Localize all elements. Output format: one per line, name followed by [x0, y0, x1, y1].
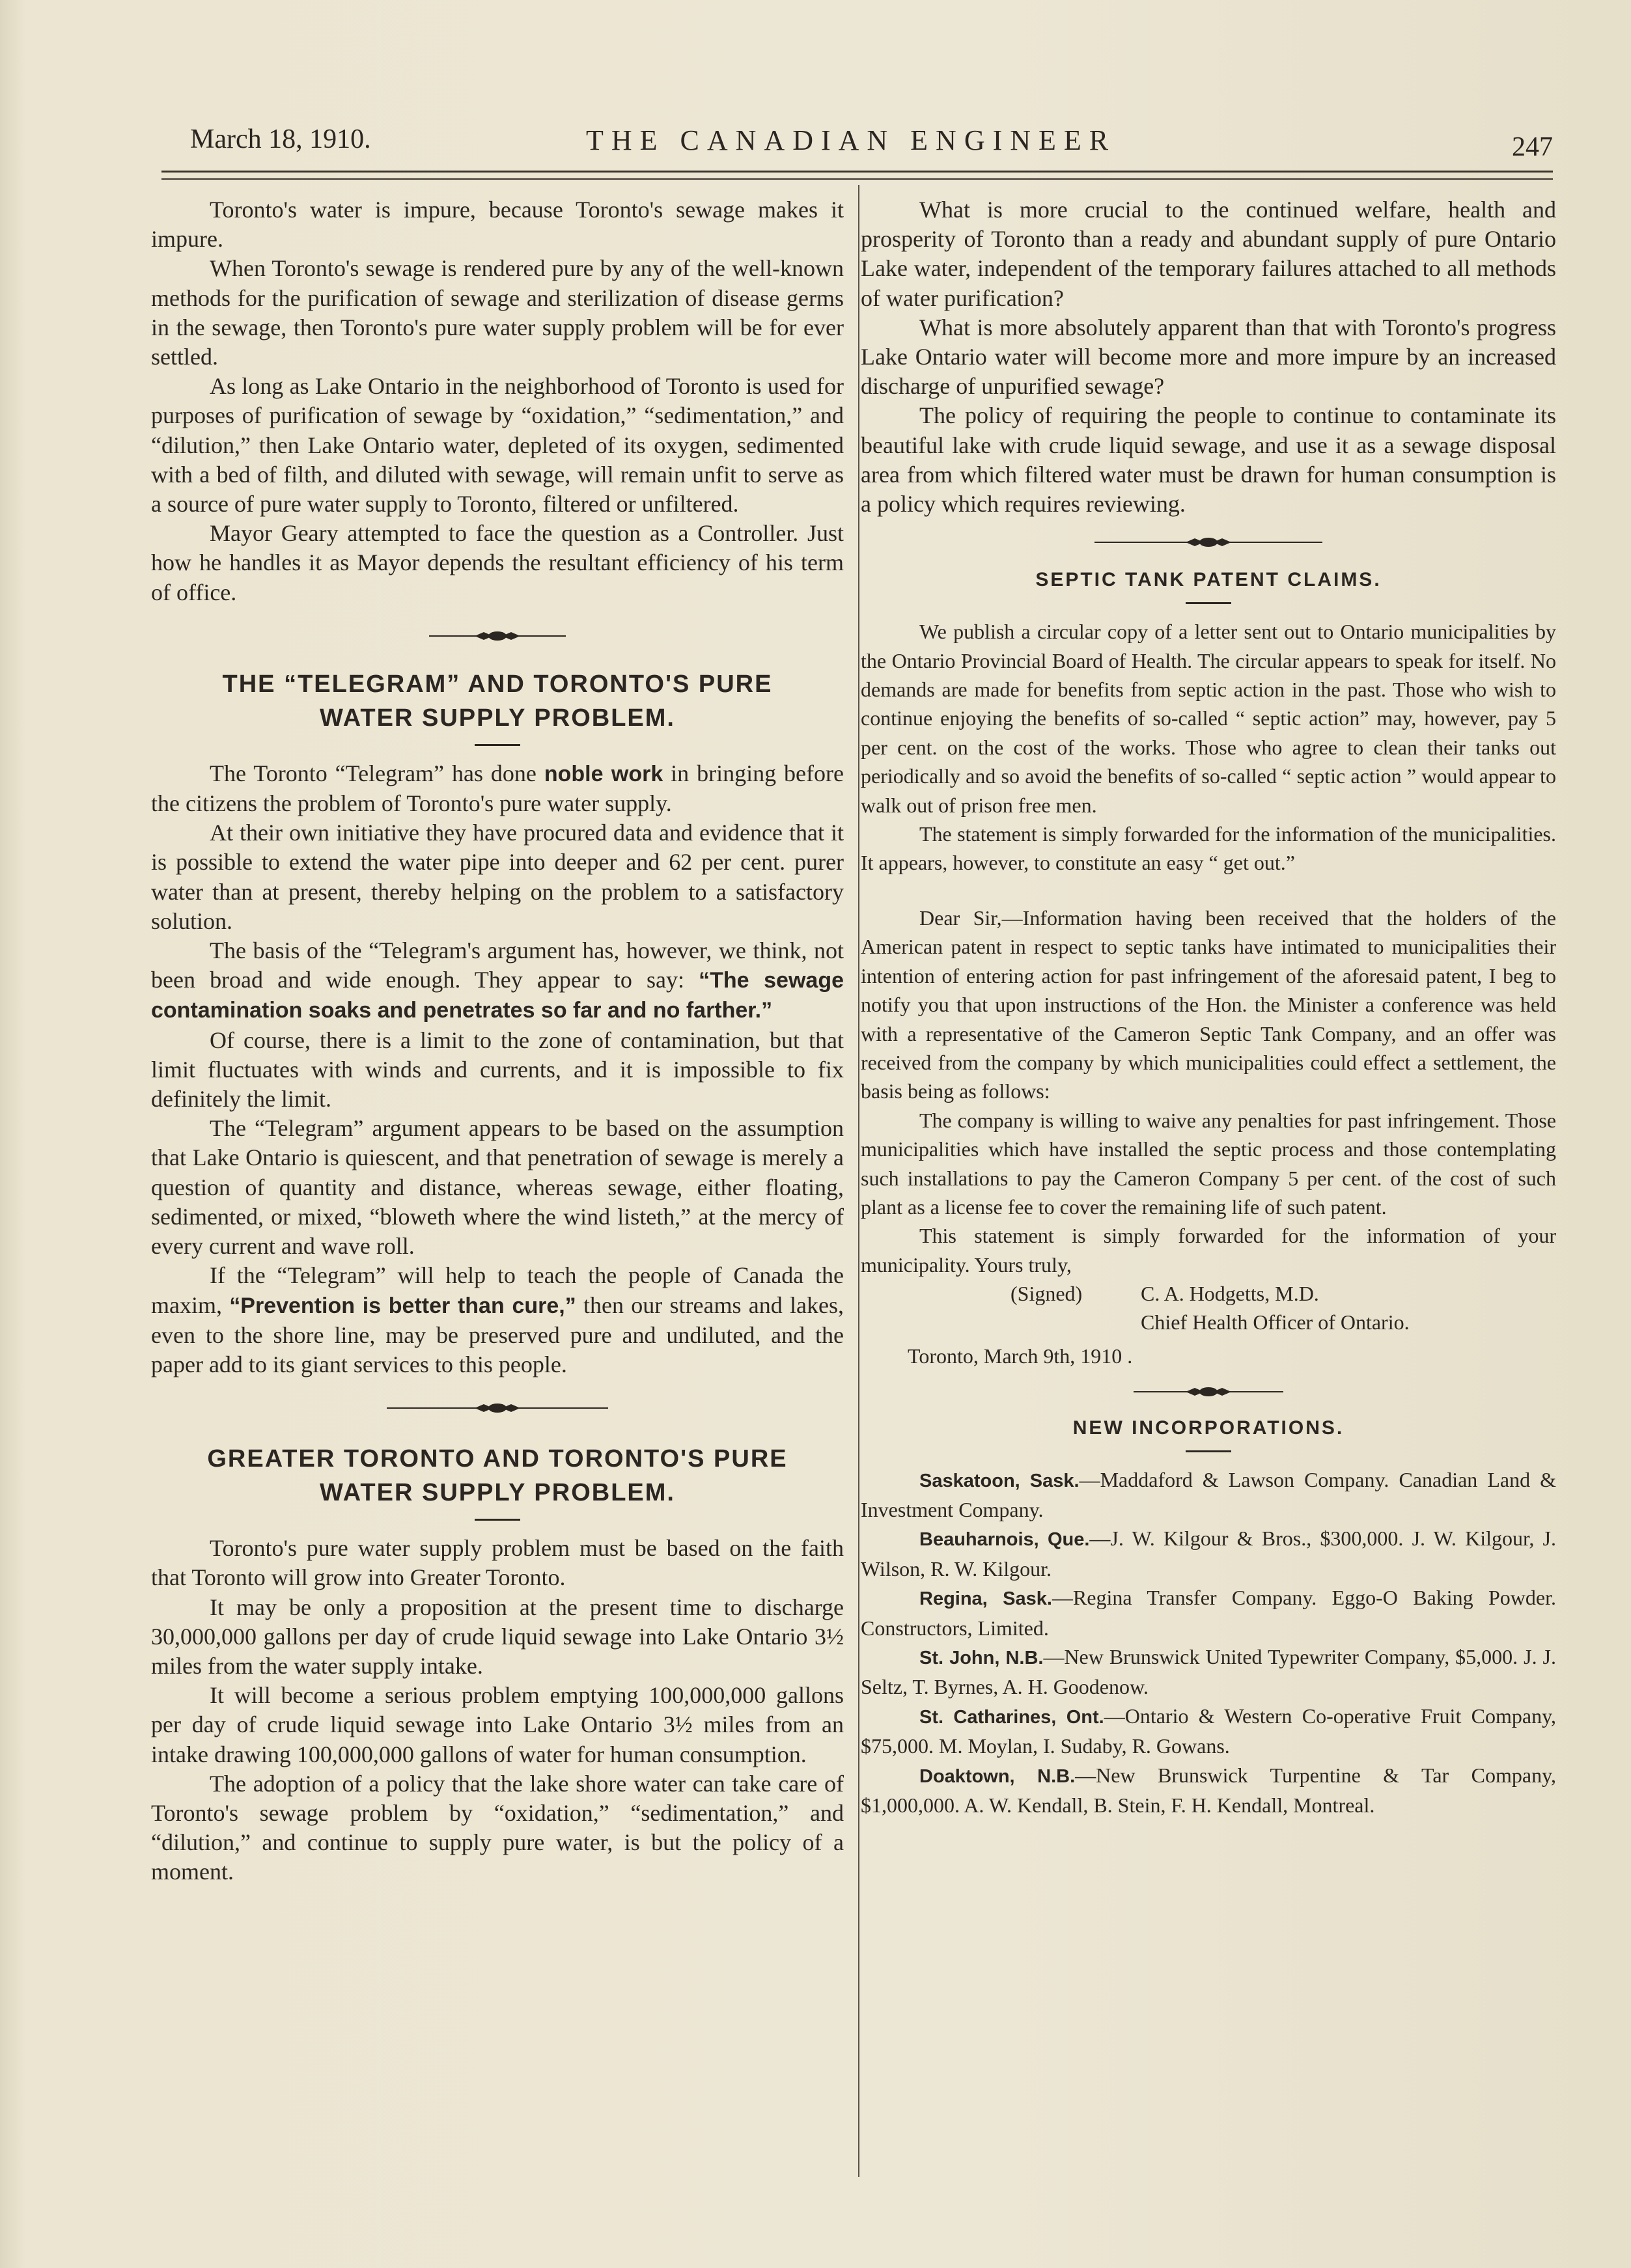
paragraph: If the “Telegram” will help to teach the people of Canada the maxim, “Prevention is better than cure,” then our streams and lakes, even to the shore line, may be preserved pure and undiluted, and the paper add to its giant services to this people. — [151, 1262, 844, 1377]
letter-paragraph: Dear Sir,—Information having been received that the holders of the American patent in respect to septic tanks have intimated to municipalities their intention of entering action for past infringement of the aforesaid patent, I beg to notify you that upon instructions of the Hon. the Minister a conference was held with a representative of the Cameron Septic Tank Company, and an offer was received from the company by which municipalities could effect a settlement, the basis being as follows: — [861, 906, 1556, 1103]
paragraph: It will become a serious problem emptying 100,000,000 gallons per day of crude liquid sewage into Lake Ontario 3½ miles from an intake drawing 100,000,000 gallons of water for human consumption. — [151, 1682, 844, 1767]
list-item: Saskatoon, Sask.—Maddaford & Lawson Company. Canadian Land & Investment Company. — [861, 1467, 1556, 1521]
paragraph: As long as Lake Ontario in the neighborhood of Toronto is used for purposes of purification of sewage by “oxidation,” “sedimentation,” and “dilution,” then Lake Ontario water, depleted of its oxygen, sedimented with a bed of filth, and diluted with sewage, will remain unfit to serve as a source of pure water supply to Toronto, filtered or unfiltered. — [151, 373, 844, 518]
paragraph: What is more absolutely apparent than that with Toronto's progress Lake Ontario water will become more and more impure by an increased discharge of unpurified sewage? — [861, 314, 1556, 400]
list-item: Doaktown, N.B.—New Brunswick Turpentine & Tar Company, $1,000,000. A. W. Kendall, B. Stein, F. H. Kendall, Montreal. — [861, 1763, 1556, 1818]
incorporations-list — [861, 1465, 1556, 1820]
heading-rule — [1186, 1450, 1231, 1452]
paragraph: When Toronto's sewage is rendered pure by any of the well-known methods for the purification of sewage and sterilization of disease germs in the sewage, then Toronto's pure water supply problem will be for ever settled. — [151, 255, 844, 370]
left-column — [151, 195, 844, 1887]
heading-rule — [1186, 602, 1231, 604]
paragraph: Of course, there is a limit to the zone of contamination, but that limit fluctuates with winds and currents, and it is impossible to fix definitely the limit. — [151, 1027, 844, 1113]
paragraph: Toronto's water is impure, because Toronto's sewage makes it impure. — [151, 197, 844, 253]
signed-label: (Signed) — [1011, 1282, 1083, 1306]
paragraph: The basis of the “Telegram's argument has, however, we think, not been broad and wide enough. They appear to say: “The sewage contamination soaks and penetrates so far and no farther.” — [151, 937, 844, 1023]
ornament-icon — [1094, 536, 1322, 549]
paragraph: Toronto's pure water supply problem must be based on the faith that Toronto will grow into Greater Toronto. — [151, 1535, 844, 1591]
paragraph: The statement is simply forwarded for the information of the municipalities. It appears, however, to constitute an easy “ get out.” — [861, 822, 1556, 875]
section-ornament — [861, 1375, 1556, 1409]
paragraph: The “Telegram” argument appears to be based on the assumption that Lake Ontario is quiescent, and that penetration of sewage is merely a question of quantity and distance, whereas sewage, either floating, sedimented, or mixed, “bloweth where the wind listeth,” at the mercy of every current and wave roll. — [151, 1115, 844, 1260]
issue-date: March 18, 1910. — [190, 124, 371, 154]
ornament-icon — [387, 1402, 608, 1415]
header-rule — [161, 171, 1553, 180]
section-heading: SEPTIC TANK PATENT CLAIMS. — [1035, 569, 1382, 591]
septic-article — [861, 617, 1556, 1370]
signer-title: Chief Health Officer of Ontario. — [1141, 1310, 1410, 1335]
paragraph: The adoption of a policy that the lake shore water can take care of Toronto's sewage problem by “oxidation,” “sedimentation,” and “dilution,” and continue to supply pure water, is but the policy of a moment. — [151, 1770, 844, 1885]
column-divider — [858, 185, 859, 2177]
section-heading: THE “TELEGRAM” AND TORONTO'S PURE WATER SUPPLY PROBLEM. — [222, 670, 773, 732]
page-number: 247 — [1512, 132, 1553, 162]
paragraph: It may be only a proposition at the present time to discharge 30,000,000 gallons per day of crude liquid sewage into Lake Ontario 3½ miles from the water supply intake. — [151, 1594, 844, 1679]
list-item: St. John, N.B.—New Brunswick United Typewriter Company, $5,000. J. J. Seltz, T. Byrnes, A. H. Goodenow. — [861, 1645, 1556, 1699]
ornament-icon — [429, 629, 566, 643]
paragraph: Mayor Geary attempted to face the question as a Controller. Just how he handles it as Mayor depends the resultant efficiency of his term of office. — [151, 520, 844, 605]
section-heading: GREATER TORONTO AND TORONTO'S PURE WATER SUPPLY PROBLEM. — [207, 1445, 788, 1507]
section-ornament — [151, 1391, 844, 1425]
ornament-icon — [1134, 1385, 1283, 1398]
paragraph: The policy of requiring the people to continue to contaminate its beautiful lake with crude liquid sewage, and use it as a sewage disposal area from which filtered water must be drawn for human consumption is a policy which requires reviewing. — [861, 402, 1556, 518]
paragraph: We publish a circular copy of a letter sent out to Ontario municipalities by the Ontario Provincial Board of Health. The circular appears to speak for itself. No demands are made for benefits from septic action in the past. Those who wish to continue enjoying the benefits of so-called “ septic action” may, however, pay 5 per cent. on the cost of the works. Those who agree to clean their tanks out periodically and so avoid the benefits of so-called “ septic action ” would appear to walk out of prison free men. — [861, 620, 1556, 817]
section-heading: NEW INCORPORATIONS. — [1072, 1417, 1345, 1439]
masthead — [150, 117, 1553, 163]
paragraph: At their own initiative they have procured data and evidence that it is possible to extend the water pipe into deeper and 62 per cent. purer water than at present, thereby helping on the problem to a satisfactory solution. — [151, 820, 844, 934]
list-item: St. Catharines, Ont.—Ontario & Western Co-operative Fruit Company, $75,000. M. Moylan, I. Sudaby, R. Gowans. — [861, 1704, 1556, 1758]
journal-title: THE CANADIAN ENGINEER — [586, 124, 1117, 156]
paragraph: What is more crucial to the continued welfare, health and prosperity of Toronto than a ready and abundant supply of pure Ontario Lake water, independent of the temporary failures attached to all methods of water purification? — [861, 197, 1556, 311]
letter-paragraph: The company is willing to waive any penalties for past infringement. Those municipalities which have installed the septic process and those contemplating such installations to pay the Cameron Company 5 per cent. of the cost of such plant as a license fee to cover the remaining life of such patent. — [861, 1108, 1556, 1219]
right-column — [861, 195, 1556, 1819]
letter-date: Toronto, March 9th, 1910 . — [908, 1344, 1133, 1368]
signer-name: C. A. Hodgetts, M.D. — [1141, 1282, 1319, 1306]
heading-rule — [475, 744, 520, 746]
list-item: Beauharnois, Que.—J. W. Kilgour & Bros., $300,000. J. W. Kilgour, J. Wilson, R. W. Kilgour. — [861, 1527, 1556, 1581]
heading-rule — [475, 1519, 520, 1521]
letter-paragraph: This statement is simply forwarded for the information of your municipality. Yours truly, — [861, 1224, 1556, 1277]
section-ornament — [151, 619, 844, 653]
list-item: Regina, Sask.—Regina Transfer Company. Eggo-O Baking Powder. Constructors, Limited. — [861, 1586, 1556, 1640]
paragraph: The Toronto “Telegram” has done noble work in bringing before the citizens the problem of Toronto's pure water supply. — [151, 760, 844, 817]
signature-block — [861, 1279, 1556, 1338]
section-ornament — [861, 525, 1556, 559]
